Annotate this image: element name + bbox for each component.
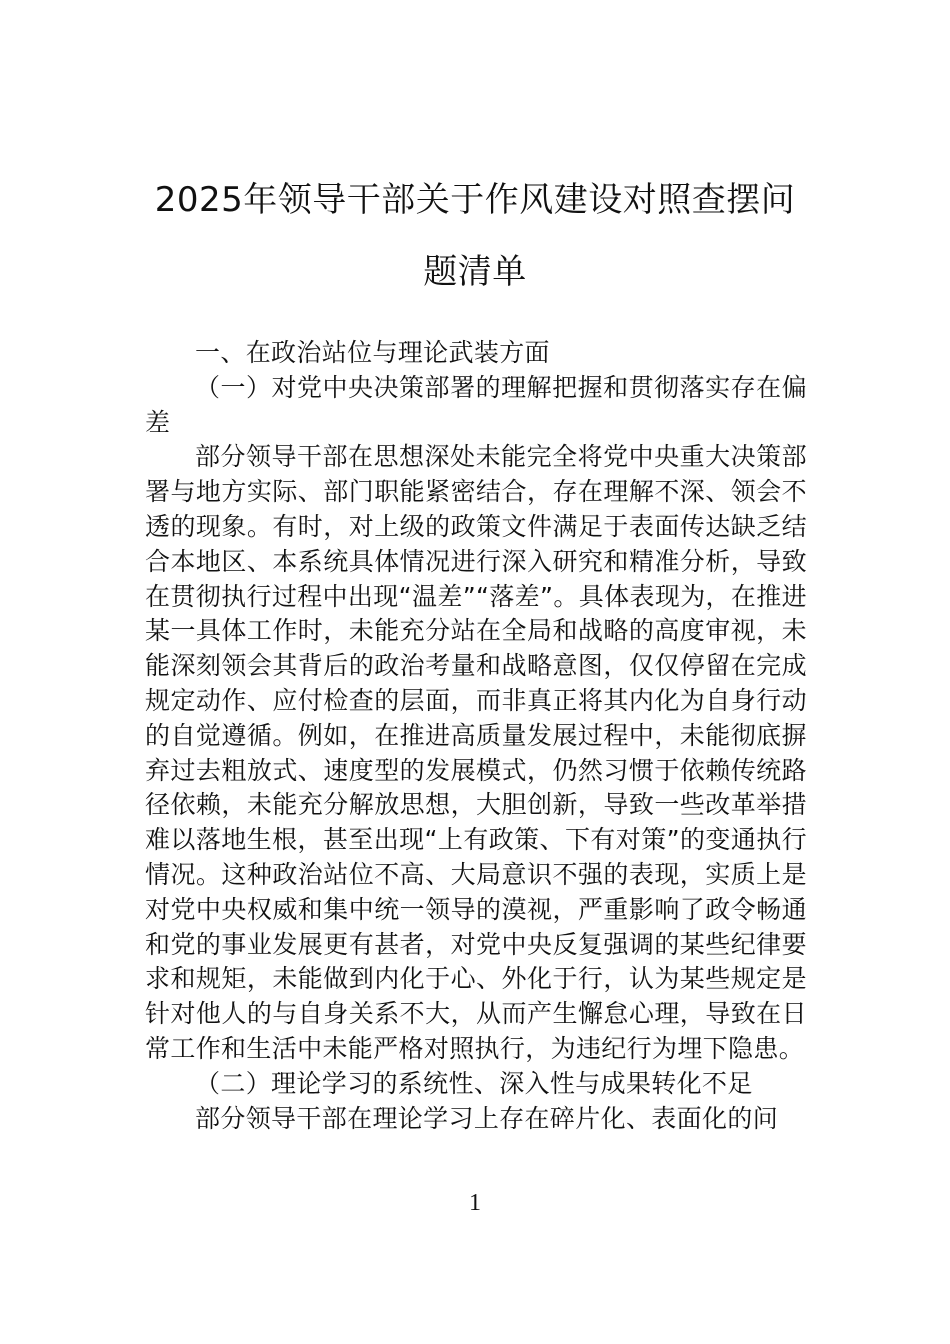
document-title: 2025年领导干部关于作风建设对照查摆问题清单	[154, 180, 796, 292]
page-number: 1	[469, 1190, 481, 1216]
body-paragraph: 部分领导干部在理论学习上存在碎片化、表面化的问	[195, 1103, 779, 1133]
subsection-heading: （一）对党中央决策部署的理解把握和贯彻落实存在偏差	[145, 372, 807, 437]
subsection-heading: （二）理论学习的系统性、深入性与成果转化不足	[195, 1068, 753, 1098]
body-paragraph: 部分领导干部在思想深处未能完全将党中央重大决策部署与地方实际、部门职能紧密结合，存在理解不深、领会不透的现象。有时，对上级的政策文件满足于表面传达缺乏结合本地区、本系统具体情况进行深入研究和精准分析，导致在贯彻执行过程中出现“温差”“落差”。具体表现为，在推进某一具体工作时，未能充分站在全局和战略的高度审视，未能深刻领会其背后的政治考量和战略意图，仅仅停留在完成规定动作、应付检查的层面，而非真正将其内化为自身行动的自觉遵循。例如，在推进高质量发展过程中，未能彻底摒弃过去粗放式、速度型的发展模式，仍然习惯于依赖传统路径依赖，未能充分解放思想，大胆创新，导致一些改革举措难以落地生根，甚至出现“上有政策、下有对策”的变通执行情况。这种政治站位不高、大局意识不强的表现，实质上是对党中央权威和集中统一领导的漠视，严重影响了政令畅通和党的事业发展更有甚者，对党中央反复强调的某些纪律要求和规矩，未能做到内化于心、外化于行，认为某些规定是针对他人的与自身关系不大，从而产生懈怠心理，导致在日常工作和生活中未能严格对照执行，为违纪行为埋下隐患。	[145, 442, 807, 1063]
section-heading: 一、在政治站位与理论武装方面	[195, 338, 550, 367]
document-body	[145, 336, 807, 1136]
